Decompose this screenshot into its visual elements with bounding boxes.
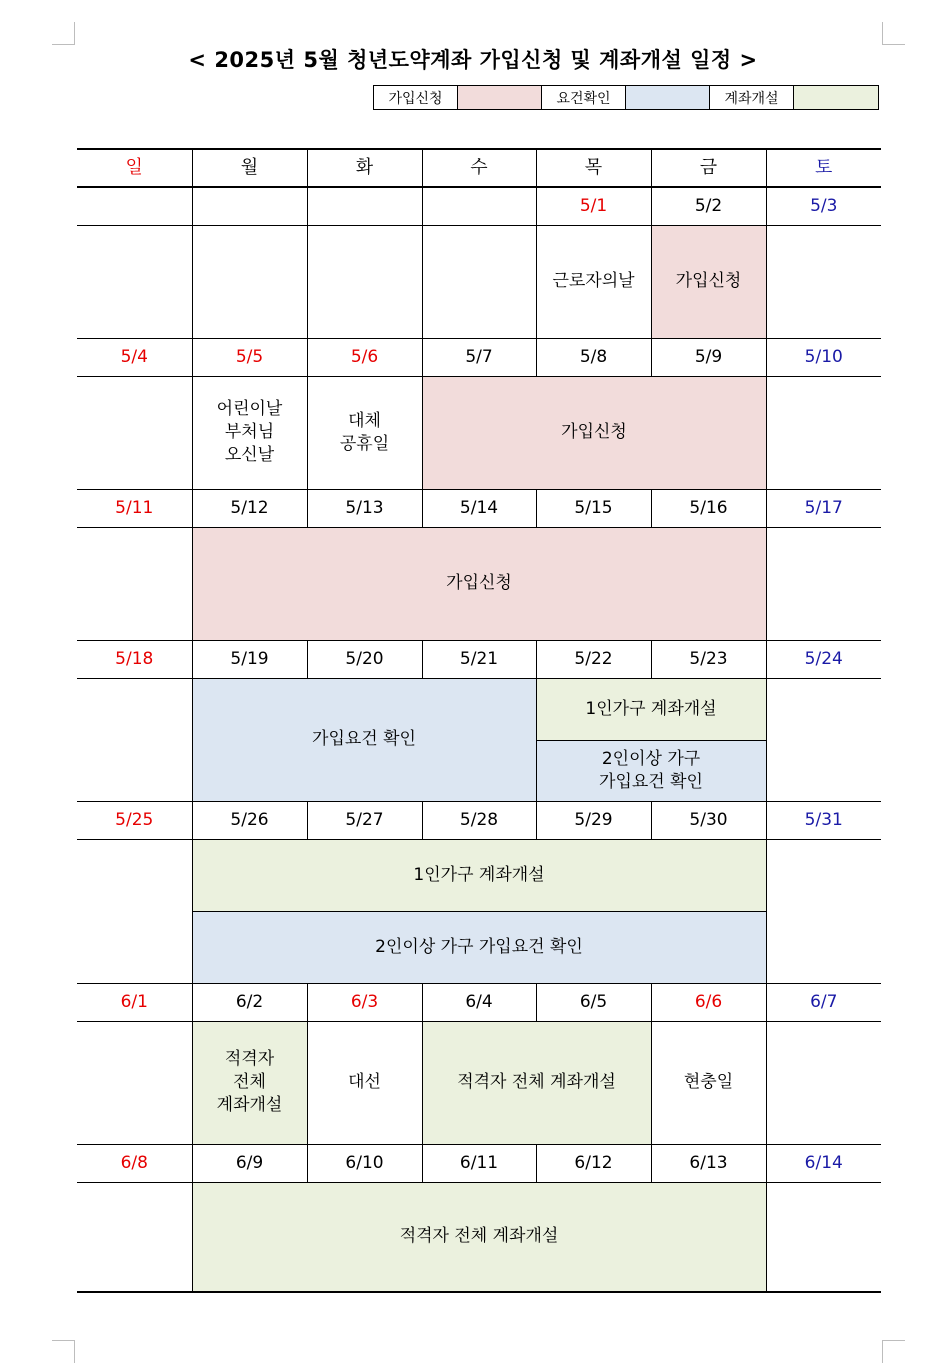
date-cell bbox=[77, 187, 192, 225]
date-cell: 5/5 bbox=[192, 338, 307, 376]
weekday-fri: 금 bbox=[651, 149, 766, 187]
date-row bbox=[77, 338, 881, 376]
date-row bbox=[77, 801, 881, 839]
page-corner-mark bbox=[882, 1340, 905, 1363]
weekday-sat: 토 bbox=[766, 149, 881, 187]
date-cell: 5/14 bbox=[422, 489, 536, 527]
event-row bbox=[77, 527, 881, 640]
date-cell: 6/6 bbox=[651, 983, 766, 1021]
legend-swatch-check bbox=[626, 86, 710, 109]
event-row bbox=[77, 376, 881, 489]
date-row bbox=[77, 640, 881, 678]
date-cell: 6/14 bbox=[766, 1144, 881, 1182]
date-cell: 5/27 bbox=[307, 801, 422, 839]
event-requirement-check: 가입요건 확인 bbox=[192, 678, 536, 801]
event-row bbox=[77, 678, 881, 740]
date-cell: 5/23 bbox=[651, 640, 766, 678]
date-cell: 5/21 bbox=[422, 640, 536, 678]
event-row bbox=[77, 225, 881, 338]
date-cell: 5/30 bbox=[651, 801, 766, 839]
date-cell: 6/2 bbox=[192, 983, 307, 1021]
event-cell-empty bbox=[766, 839, 881, 983]
date-cell: 5/31 bbox=[766, 801, 881, 839]
date-cell: 6/12 bbox=[536, 1144, 651, 1182]
event-cell-empty bbox=[422, 225, 536, 338]
date-cell: 5/9 bbox=[651, 338, 766, 376]
event-cell-empty bbox=[77, 1021, 192, 1144]
event-cell-empty bbox=[307, 225, 422, 338]
date-cell bbox=[422, 187, 536, 225]
date-cell: 5/6 bbox=[307, 338, 422, 376]
weekday-wed: 수 bbox=[422, 149, 536, 187]
page-corner-mark bbox=[52, 22, 75, 45]
weekday-sun: 일 bbox=[77, 149, 192, 187]
event-cell-empty bbox=[766, 1021, 881, 1144]
legend-label-check: 요건확인 bbox=[542, 86, 626, 109]
date-cell: 6/1 bbox=[77, 983, 192, 1021]
date-cell: 5/16 bbox=[651, 489, 766, 527]
date-cell: 6/3 bbox=[307, 983, 422, 1021]
event-apply: 가입신청 bbox=[192, 527, 766, 640]
date-cell: 5/10 bbox=[766, 338, 881, 376]
date-cell: 5/18 bbox=[77, 640, 192, 678]
date-cell bbox=[307, 187, 422, 225]
event-row bbox=[77, 911, 881, 983]
date-cell: 6/4 bbox=[422, 983, 536, 1021]
date-cell: 5/11 bbox=[77, 489, 192, 527]
date-row bbox=[77, 489, 881, 527]
date-cell: 5/28 bbox=[422, 801, 536, 839]
holiday-childrens-day: 어린이날 부처님 오신날 bbox=[192, 376, 307, 489]
date-row bbox=[77, 983, 881, 1021]
legend-label-apply: 가입신청 bbox=[374, 86, 458, 109]
date-cell: 6/11 bbox=[422, 1144, 536, 1182]
date-cell: 5/26 bbox=[192, 801, 307, 839]
event-single-household-open: 1인가구 계좌개설 bbox=[192, 839, 766, 911]
legend-swatch-apply bbox=[458, 86, 542, 109]
page-title: < 2025년 5월 청년도약계좌 가입신청 및 계좌개설 일정 > bbox=[188, 48, 758, 72]
date-cell: 5/24 bbox=[766, 640, 881, 678]
date-cell: 5/1 bbox=[536, 187, 651, 225]
event-cell-empty bbox=[77, 1182, 192, 1292]
event-eligible-open: 적격자 전체 계좌개설 bbox=[192, 1182, 766, 1292]
holiday-labor-day: 근로자의날 bbox=[536, 225, 651, 338]
legend-label-open: 계좌개설 bbox=[710, 86, 794, 109]
event-eligible-open: 적격자 전체 계좌개설 bbox=[192, 1021, 307, 1144]
page-corner-mark bbox=[52, 1340, 75, 1363]
date-cell: 5/20 bbox=[307, 640, 422, 678]
event-cell-empty bbox=[77, 376, 192, 489]
event-cell-empty bbox=[766, 376, 881, 489]
event-cell-empty bbox=[192, 225, 307, 338]
page-corner-mark bbox=[882, 22, 905, 45]
weekday-tue: 화 bbox=[307, 149, 422, 187]
date-cell: 5/2 bbox=[651, 187, 766, 225]
event-apply: 가입신청 bbox=[651, 225, 766, 338]
event-multi-household-check: 2인이상 가구 가입요건 확인 bbox=[536, 740, 766, 801]
event-cell-empty bbox=[766, 678, 881, 801]
holiday-substitute: 대체 공휴일 bbox=[307, 376, 422, 489]
date-cell: 6/5 bbox=[536, 983, 651, 1021]
date-cell: 5/4 bbox=[77, 338, 192, 376]
event-cell-empty bbox=[77, 839, 192, 983]
event-row bbox=[77, 1182, 881, 1292]
event-eligible-open: 적격자 전체 계좌개설 bbox=[422, 1021, 651, 1144]
event-cell-empty bbox=[766, 225, 881, 338]
event-multi-household-check: 2인이상 가구 가입요건 확인 bbox=[192, 911, 766, 983]
weekday-header-row bbox=[77, 149, 881, 187]
weekday-thu: 목 bbox=[536, 149, 651, 187]
holiday-memorial-day: 현충일 bbox=[651, 1021, 766, 1144]
date-row bbox=[77, 1144, 881, 1182]
event-row bbox=[77, 1021, 881, 1144]
date-cell: 6/8 bbox=[77, 1144, 192, 1182]
date-cell: 6/13 bbox=[651, 1144, 766, 1182]
date-cell: 5/15 bbox=[536, 489, 651, 527]
event-cell-empty bbox=[77, 225, 192, 338]
date-cell: 5/12 bbox=[192, 489, 307, 527]
date-cell: 5/19 bbox=[192, 640, 307, 678]
date-cell: 5/7 bbox=[422, 338, 536, 376]
event-cell-empty bbox=[766, 1182, 881, 1292]
event-cell-empty bbox=[766, 527, 881, 640]
legend-swatch-open bbox=[794, 86, 878, 109]
event-apply: 가입신청 bbox=[422, 376, 766, 489]
date-cell: 5/22 bbox=[536, 640, 651, 678]
calendar-table bbox=[77, 148, 881, 1293]
date-cell: 6/9 bbox=[192, 1144, 307, 1182]
date-cell: 6/10 bbox=[307, 1144, 422, 1182]
date-cell: 5/29 bbox=[536, 801, 651, 839]
event-row bbox=[77, 839, 881, 911]
event-cell-empty bbox=[77, 527, 192, 640]
legend bbox=[373, 85, 879, 110]
date-cell: 5/13 bbox=[307, 489, 422, 527]
date-row bbox=[77, 187, 881, 225]
date-cell bbox=[192, 187, 307, 225]
holiday-election: 대선 bbox=[307, 1021, 422, 1144]
date-cell: 5/8 bbox=[536, 338, 651, 376]
date-cell: 6/7 bbox=[766, 983, 881, 1021]
event-single-household-open: 1인가구 계좌개설 bbox=[536, 678, 766, 740]
date-cell: 5/25 bbox=[77, 801, 192, 839]
date-cell: 5/3 bbox=[766, 187, 881, 225]
date-cell: 5/17 bbox=[766, 489, 881, 527]
event-cell-empty bbox=[77, 678, 192, 801]
weekday-mon: 월 bbox=[192, 149, 307, 187]
